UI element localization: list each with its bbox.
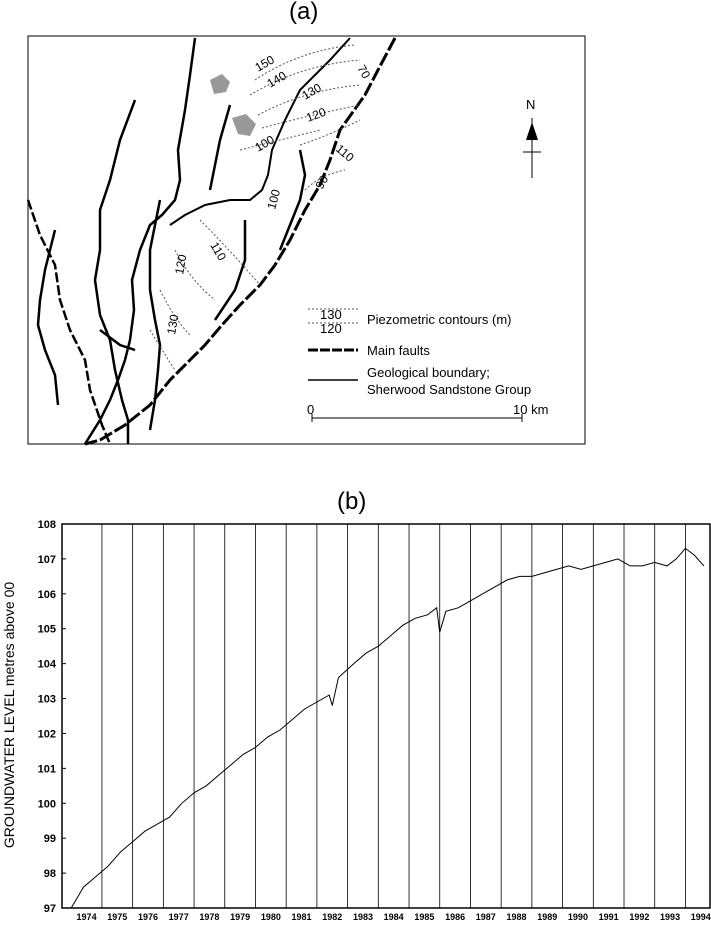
legend-contours-label: Piezometric contours (m) (367, 312, 512, 327)
y-tick-label: 108 (37, 519, 56, 531)
fault-line (38, 230, 58, 405)
legend-faults-label: Main faults (367, 343, 430, 358)
chart-grid (102, 524, 686, 908)
y-tick-label: 98 (43, 868, 56, 881)
x-tick-label: 1986 (445, 912, 466, 922)
y-tick-label: 100 (37, 798, 56, 811)
scale-bar (307, 402, 548, 422)
scale-start-label: 0 (307, 402, 315, 417)
urban-area-hatch (232, 114, 256, 136)
x-tick-label: 1976 (137, 912, 159, 922)
y-tick-label: 103 (37, 693, 56, 706)
contour-label: 130 (164, 313, 182, 336)
scale-end-label: 10 km (513, 402, 549, 417)
y-axis-label: GROUNDWATER LEVEL metres above 00 (1, 581, 17, 849)
y-tick-label: 105 (37, 623, 56, 636)
contour-label: 100 (264, 187, 284, 211)
contour-line (150, 330, 175, 370)
x-tick-label: 1978 (199, 912, 220, 922)
x-tick-label: 1988 (506, 912, 527, 922)
x-tick-label: 1989 (537, 912, 558, 922)
contour-label: 130 (299, 80, 324, 103)
groundwater-chart (0, 510, 711, 926)
contour-line (200, 220, 260, 285)
y-tick-label: 99 (43, 833, 56, 846)
x-tick-label: 1983 (352, 912, 373, 922)
fault-line (85, 38, 195, 444)
legend-contour-sample-top: 130 (320, 307, 342, 322)
x-tick-label: 1990 (567, 912, 588, 922)
x-tick-label: 1980 (260, 912, 281, 922)
contour-label: 120 (172, 253, 190, 276)
y-tick-label: 107 (37, 553, 56, 566)
y-tick-label: 102 (37, 728, 56, 741)
chart-series (71, 548, 704, 908)
legend-boundary-label-line1: Geological boundary; (367, 365, 490, 380)
x-tick-label: 1992 (629, 912, 650, 922)
x-tick-label: 1975 (107, 912, 128, 922)
x-tick-label: 1994 (690, 912, 711, 922)
contour-label: 70 (354, 62, 374, 82)
y-tick-label: 106 (37, 588, 56, 601)
y-tick-label: 101 (37, 763, 56, 776)
x-tick-label: 1991 (598, 912, 619, 922)
fault-line (210, 105, 230, 190)
fault-line (28, 200, 110, 444)
legend-boundary-label-line2: Sherwood Sandstone Group (367, 382, 532, 397)
legend-contour-sample-bottom: 120 (320, 321, 342, 336)
x-tick-label: 1987 (475, 912, 496, 922)
contour-label: 120 (304, 104, 328, 125)
contour-label: 110 (207, 239, 230, 264)
x-tick-label: 1979 (230, 912, 251, 922)
x-tick-label: 1993 (660, 912, 681, 922)
x-tick-label: 1977 (168, 912, 189, 922)
series-line (71, 548, 704, 908)
contour-label: 110 (333, 141, 357, 165)
x-tick-label: 1982 (322, 912, 343, 922)
y-tick-label: 104 (37, 658, 56, 671)
fault-line (95, 100, 135, 444)
x-tick-label: 1974 (76, 912, 97, 922)
north-arrow-icon (523, 118, 541, 178)
urban-area-hatch (210, 74, 230, 94)
contour-label: 100 (252, 132, 277, 155)
x-tick-label: 1984 (383, 912, 404, 922)
map-legend (308, 307, 531, 397)
panel-a-label: (a) (289, 0, 319, 25)
x-axis-ticks (77, 912, 711, 922)
y-tick-label: 97 (43, 903, 56, 915)
contour-label: 90 (312, 172, 332, 192)
contour-label: 150 (252, 52, 277, 75)
main-boundary-line (85, 38, 395, 444)
north-label: N (526, 97, 536, 112)
x-tick-label: 1985 (414, 912, 435, 922)
plot-frame (62, 524, 710, 908)
contour-label: 140 (264, 68, 289, 91)
x-tick-label: 1981 (291, 912, 312, 922)
panel-b-label: (b) (337, 488, 367, 515)
